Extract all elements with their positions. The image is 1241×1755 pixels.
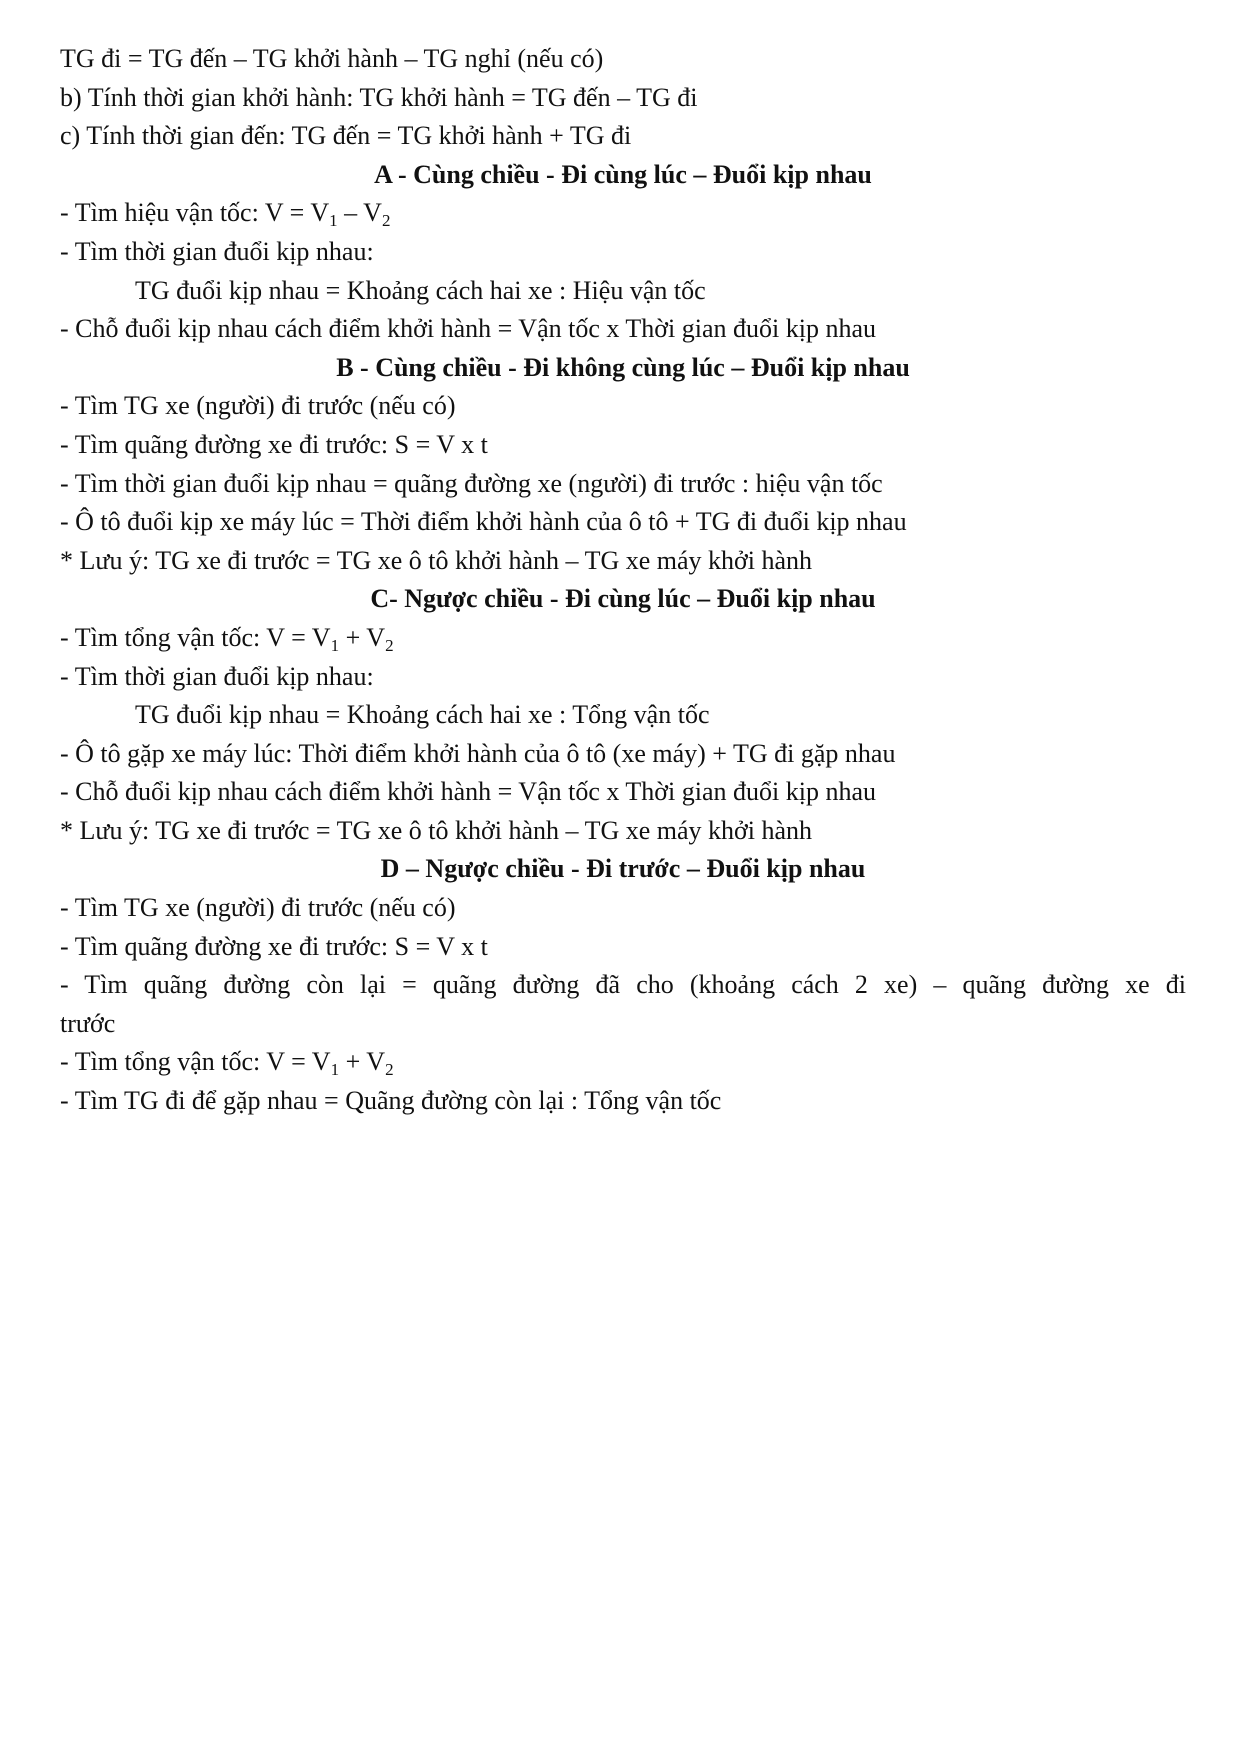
section-heading-a: A - Cùng chiều - Đi cùng lúc – Đuổi kịp nhau [374,159,872,189]
text-line: TG đuổi kịp nhau = Khoảng cách hai xe : Hiệu vận tốc [135,275,706,305]
text-line: - Ô tô gặp xe máy lúc: Thời điểm khởi hành của ô tô (xe máy) + TG đi gặp nhau [60,738,896,768]
text-line: - Tìm thời gian đuổi kịp nhau: [60,236,374,266]
subscript: 1 [330,1060,340,1080]
text-line: - Ô tô đuổi kịp xe máy lúc = Thời điểm khởi hành của ô tô + TG đi đuổi kịp nhau [60,507,907,537]
text-line: - Tìm TG đi để gặp nhau = Quãng đường còn lại : Tổng vận tốc [60,1086,722,1116]
formula-line-hieu-van-toc [60,194,1186,233]
text-line-justified: - Tìm quãng đường còn lại = quãng đường đã cho (khoảng cách 2 xe) – quãng đường xe đi [60,970,1186,1000]
text-line: TG đuổi kịp nhau = Khoảng cách hai xe : Tổng vận tốc [135,700,710,730]
subscript: 1 [330,635,340,655]
text-line: TG đi = TG đến – TG khởi hành – TG nghỉ (nếu có) [60,44,604,73]
subscript: 2 [385,1060,394,1080]
note-line: * Lưu ý: TG xe đi trước = TG xe ô tô khởi hành – TG xe máy khởi hành [60,545,813,575]
text-line: - Tìm TG xe (người) đi trước (nếu có) [60,391,456,421]
formula-text: - Tìm hiệu vận tốc: V = V [60,198,330,228]
formula-text: – V [337,198,382,228]
text-line-continuation: trước [60,1008,116,1038]
formula-line-tong-van-toc [60,619,1186,658]
subscript: 2 [385,635,394,655]
text-line: - Tìm thời gian đuổi kịp nhau: [60,661,374,691]
text-line: - Tìm quãng đường xe đi trước: S = V x t [60,931,488,961]
section-heading-d: D – Ngược chiều - Đi trước – Đuổi kịp nhau [380,854,866,884]
formula-text: - Tìm tổng vận tốc: V = V [60,622,331,652]
text-line: - Tìm quãng đường xe đi trước: S = V x t [60,429,488,459]
section-heading-c: C- Ngược chiều - Đi cùng lúc – Đuổi kịp nhau [370,584,876,614]
subscript: 2 [381,211,391,231]
text-line: c) Tính thời gian đến: TG đến = TG khởi hành + TG đi [60,121,632,151]
text-line: - Tìm TG xe (người) đi trước (nếu có) [60,893,456,923]
text-line: - Chỗ đuổi kịp nhau cách điểm khởi hành = Vận tốc x Thời gian đuổi kịp nhau [60,777,877,807]
text-line: - Tìm thời gian đuổi kịp nhau = quãng đường xe (người) đi trước : hiệu vận tốc [60,468,883,498]
text-line: b) Tính thời gian khởi hành: TG khởi hành = TG đến – TG đi [60,82,698,112]
formula-text: + V [339,622,386,652]
formula-text: + V [339,1047,386,1077]
text-line: - Chỗ đuổi kịp nhau cách điểm khởi hành = Vận tốc x Thời gian đuổi kịp nhau [60,314,877,344]
subscript: 1 [329,211,338,231]
document-page [60,40,1186,1121]
note-line: * Lưu ý: TG xe đi trước = TG xe ô tô khởi hành – TG xe máy khởi hành [60,815,813,845]
formula-line-tong-van-toc-2 [60,1043,1186,1082]
section-heading-b: B - Cùng chiều - Đi không cùng lúc – Đuổi kịp nhau [336,352,910,382]
formula-text: - Tìm tổng vận tốc: V = V [60,1047,331,1077]
